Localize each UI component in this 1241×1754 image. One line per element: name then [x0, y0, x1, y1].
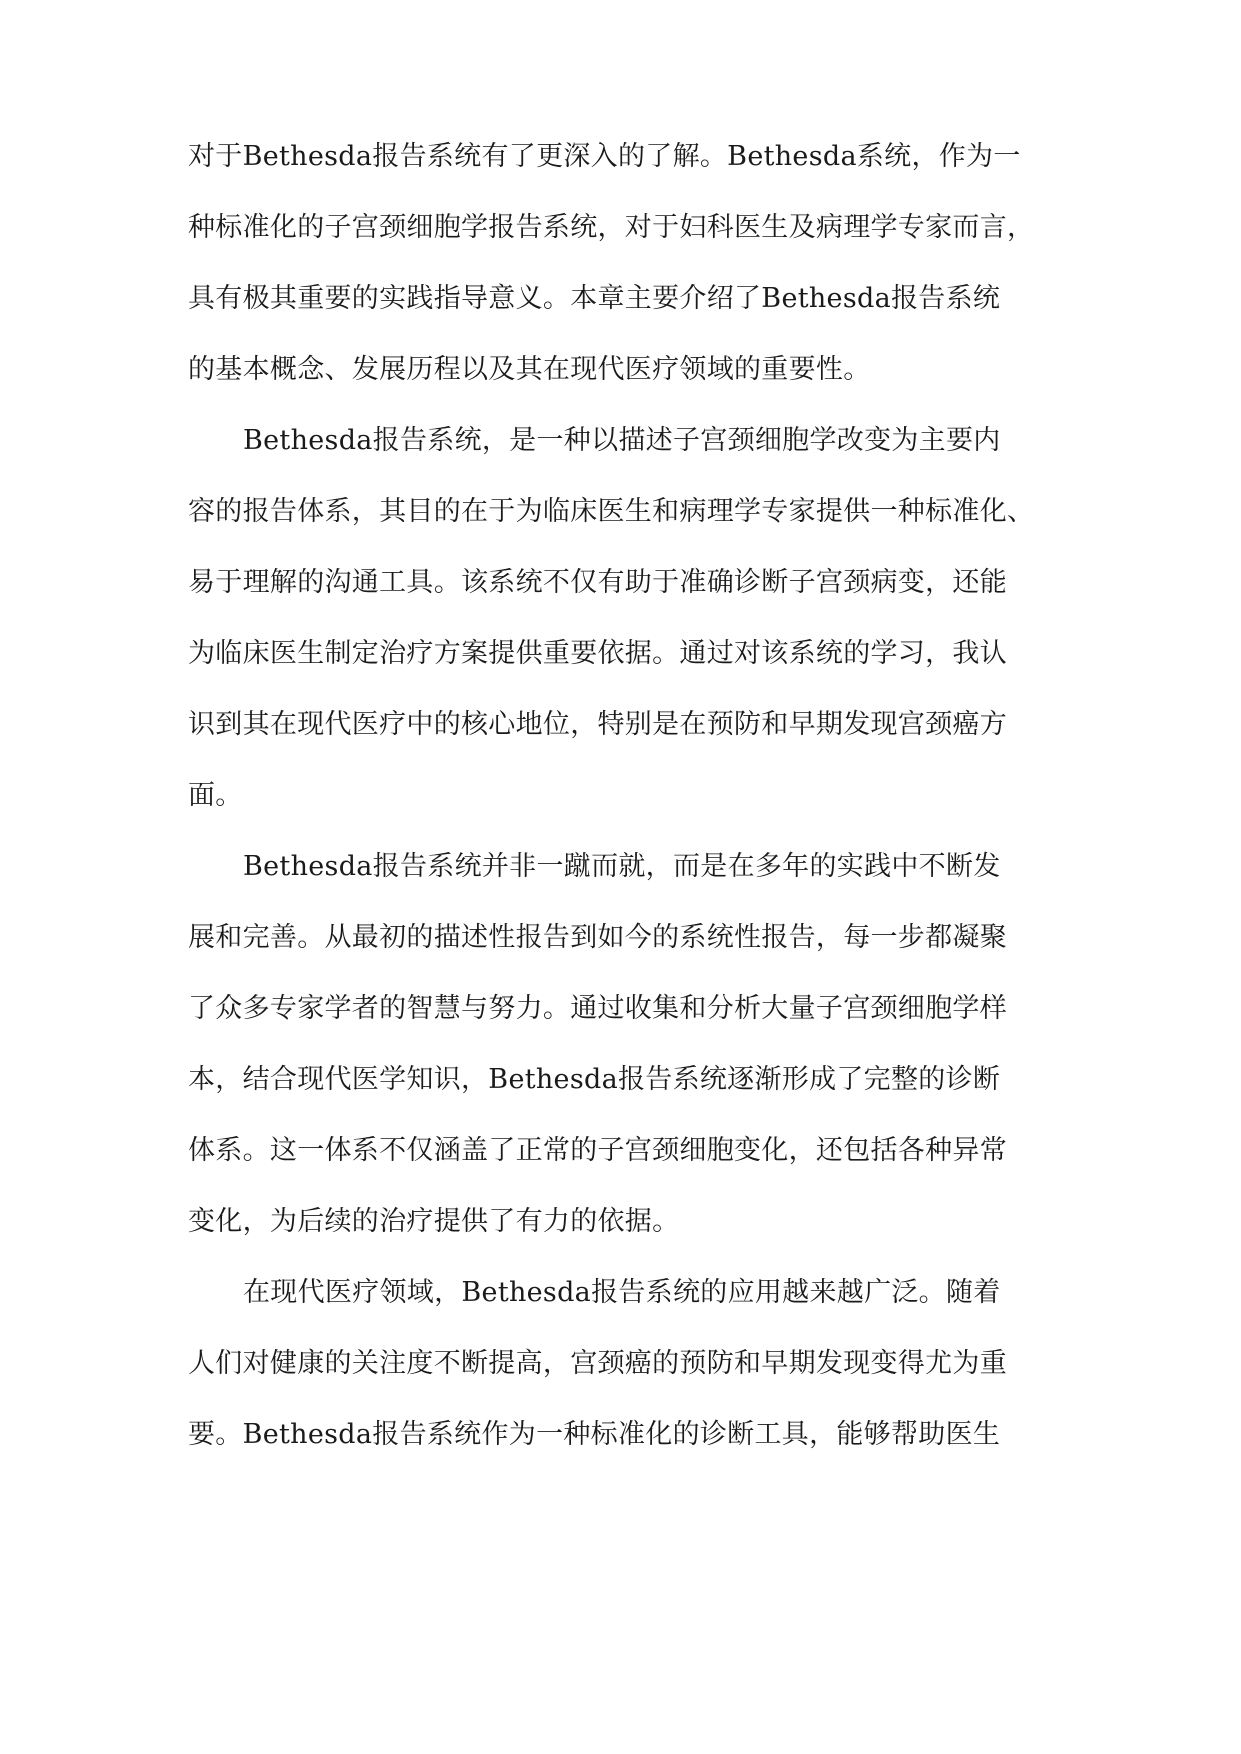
paragraph-line: 变化，为后续的治疗提供了有力的依据。	[188, 1206, 680, 1237]
paragraph-line: 识到其在现代医疗中的核心地位，特别是在预防和早期发现宫颈癌方	[188, 709, 1007, 740]
paragraph-line: 为临床医生制定治疗方案提供重要依据。通过对该系统的学习，我认	[188, 638, 1007, 669]
paragraph-line: 容的报告体系，其目的在于为临床医生和病理学专家提供一种标准化、	[188, 496, 1035, 527]
paragraph-line: 种标准化的子宫颈细胞学报告系统，对于妇科医生及病理学专家而言，	[188, 212, 1035, 243]
paragraph-line: 要。Bethesda报告系统作为一种标准化的诊断工具，能够帮助医生	[188, 1419, 1001, 1450]
paragraph-line: 本，结合现代医学知识，Bethesda报告系统逐渐形成了完整的诊断	[188, 1064, 1001, 1095]
paragraph-line: 了众多专家学者的智慧与努力。通过收集和分析大量子宫颈细胞学样	[188, 993, 1007, 1024]
paragraph-line: 易于理解的沟通工具。该系统不仅有助于准确诊断子宫颈病变，还能	[188, 567, 1007, 598]
paragraph-line: Bethesda报告系统，是一种以描述子宫颈细胞学改变为主要内	[243, 425, 1001, 456]
paragraph-line: Bethesda报告系统并非一蹴而就，而是在多年的实践中不断发	[243, 851, 1001, 882]
paragraph-line: 面。	[188, 780, 243, 811]
paragraph-line: 展和完善。从最初的描述性报告到如今的系统性报告，每一步都凝聚	[188, 922, 1007, 953]
paragraph-line: 人们对健康的关注度不断提高，宫颈癌的预防和早期发现变得尤为重	[188, 1348, 1007, 1379]
paragraph-line: 在现代医疗领域，Bethesda报告系统的应用越来越广泛。随着	[243, 1277, 1001, 1308]
paragraph-line: 的基本概念、发展历程以及其在现代医疗领域的重要性。	[188, 354, 871, 385]
paragraph-line: 体系。这一体系不仅涵盖了正常的子宫颈细胞变化，还包括各种异常	[188, 1135, 1007, 1166]
paragraph-line: 具有极其重要的实践指导意义。本章主要介绍了Bethesda报告系统	[188, 283, 1001, 314]
paragraph-line: 对于Bethesda报告系统有了更深入的了解。Bethesda系统，作为一	[188, 141, 1021, 172]
